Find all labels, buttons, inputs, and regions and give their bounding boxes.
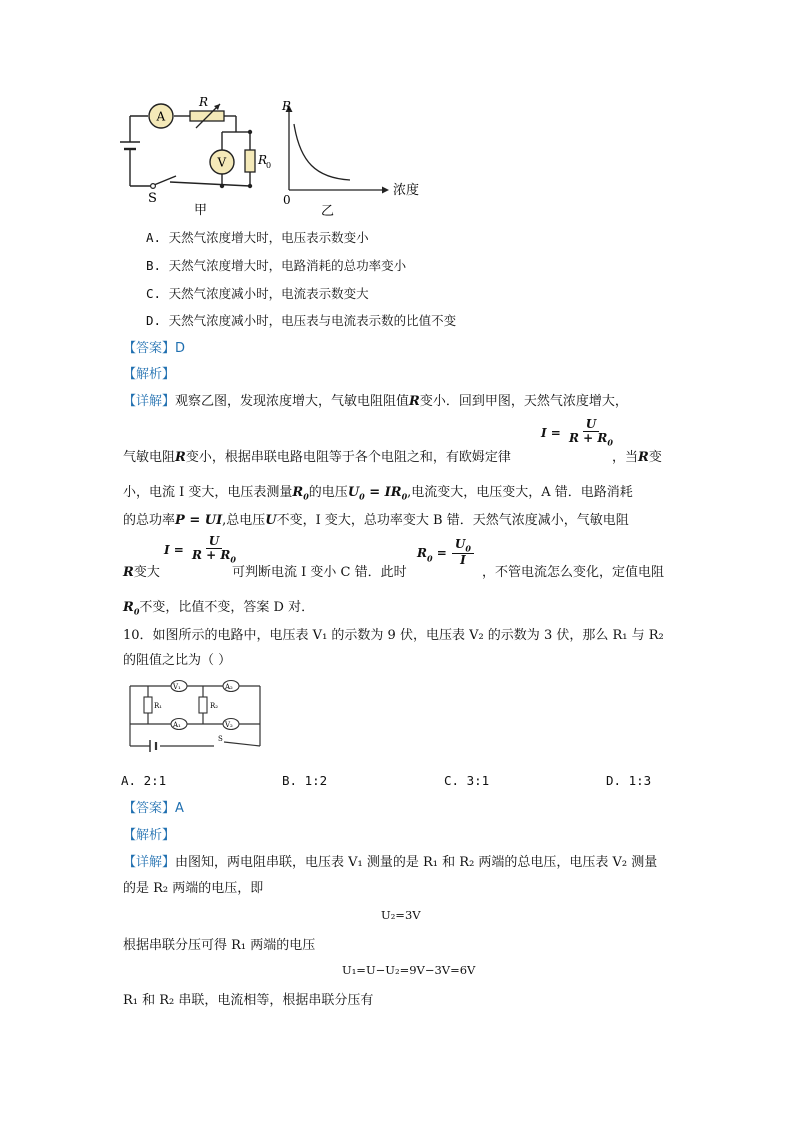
r0-ratio-fraction: $R_0$ = $\frac{U_0}{I}$ xyxy=(417,538,474,567)
equation-u2: U₂=3V xyxy=(381,908,421,922)
fig-yi-caption: 乙 xyxy=(321,204,335,218)
equation-u1: U₁=U−U₂=9V−3V=6V xyxy=(342,963,476,977)
graph-x-label: 浓度 xyxy=(393,183,420,198)
graph-y-label: R xyxy=(282,99,292,113)
q10-detail-line-4: R₁ 和 R₂ 串联，电流相等，根据串联分压有 xyxy=(123,993,374,1008)
q9-detail-line-5-tail: ，不管电流怎么变化，定值电阻 xyxy=(482,565,665,580)
resistor-r0 xyxy=(245,150,255,172)
q10-answer: 【答案】A xyxy=(123,801,184,816)
q10-option-a: A. 2:1 xyxy=(121,773,167,788)
r0-sub: 0 xyxy=(266,161,272,170)
v2-label: V₂ xyxy=(225,721,233,729)
q10-option-d: D. 1:3 xyxy=(606,773,652,788)
r2-label: R₂ xyxy=(210,702,219,710)
ohm-law-fraction: I = $\frac{U}{R + R_0}$ xyxy=(541,417,613,448)
q10-option-b: B. 1:2 xyxy=(282,773,328,788)
q9-analysis: 【解析】 xyxy=(123,367,176,382)
switch-label: S xyxy=(148,191,157,206)
q9-option-d: D. 天然气浓度减小时，电压表与电流表示数的比值不变 xyxy=(146,313,457,328)
ohm-law-fraction-2: I = $\frac{U}{R + R_0}$ xyxy=(164,534,236,565)
q9-detail-line-2-tail: ，当R变 xyxy=(612,450,662,465)
r1-label: R₁ xyxy=(154,702,163,710)
graph-yi xyxy=(280,96,430,218)
q9-detail-line-6: $R_0$不变，比值不变，答案 D 对． xyxy=(123,600,315,617)
q10-stem-line-1: 10．如图所示的电路中，电压表 V₁ 的示数为 9 伏，电压表 V₂ 的示数为 3 伏，那么 R₁ 与 R₂ xyxy=(123,628,664,643)
q10-option-c: C. 3:1 xyxy=(444,773,490,788)
circuit-diagram-q10 xyxy=(126,678,266,754)
q9-answer: 【答案】D xyxy=(123,341,186,356)
q9-detail-line-1: 【详解】观察乙图，发现浓度增大，气敏电阻阻值R变小．回到甲图，天然气浓度增大， xyxy=(123,394,628,409)
rheostat-r xyxy=(190,111,224,121)
r0-label: R xyxy=(258,153,268,167)
circuit-diagram-jia xyxy=(118,92,288,217)
fig-jia-caption: 甲 xyxy=(194,203,208,217)
q9-detail-line-3: 小，电流 I 变大，电压表测量$R_0$的电压$U_0 = IR_0$,电流变大，电压变大，A 错．电路消耗 xyxy=(123,485,633,502)
q9-detail-line-2: 气敏电阻R变小，根据串联电路电阻等于各个电阻之和，有欧姆定律 xyxy=(123,450,511,465)
graph-origin: 0 xyxy=(283,193,291,207)
q10-stem-line-2: 的阻值之比为（ ） xyxy=(123,653,232,668)
rheostat-label: R xyxy=(199,95,209,109)
q9-option-a: A. 天然气浓度增大时，电压表示数变小 xyxy=(146,230,369,245)
v1-label: V₁ xyxy=(173,683,181,691)
q9-detail-line-5: R变大 xyxy=(123,565,160,580)
ammeter-label: A xyxy=(156,109,166,124)
switch-s-label: S xyxy=(218,735,223,743)
q9-detail-line-5-mid: 可判断电流 I 变小 C 错．此时 xyxy=(232,565,407,580)
q10-analysis: 【解析】 xyxy=(123,828,176,843)
q10-detail-line-1: 【详解】由图知，两电阻串联，电压表 V₁ 测量的是 R₁ 和 R₂ 两端的总电压，电压表 V₂ 测量 xyxy=(123,855,658,870)
q10-detail-line-3: 根据串联分压可得 R₁ 两端的电压 xyxy=(123,938,316,953)
a1-label: A₁ xyxy=(173,721,181,729)
voltmeter-label: V xyxy=(217,155,227,170)
q9-option-c: C. 天然气浓度减小时，电流表示数变大 xyxy=(146,286,369,301)
q9-detail-line-4: 的总功率P = UI,总电压U不变，I 变大，总功率变大 B 错．天然气浓度减小，气敏电阻 xyxy=(123,513,629,528)
a2-label: A₂ xyxy=(225,683,233,691)
q9-option-b: B. 天然气浓度增大时，电路消耗的总功率变小 xyxy=(146,258,407,273)
q10-detail-line-2: 的是 R₂ 两端的电压，即 xyxy=(123,881,264,896)
